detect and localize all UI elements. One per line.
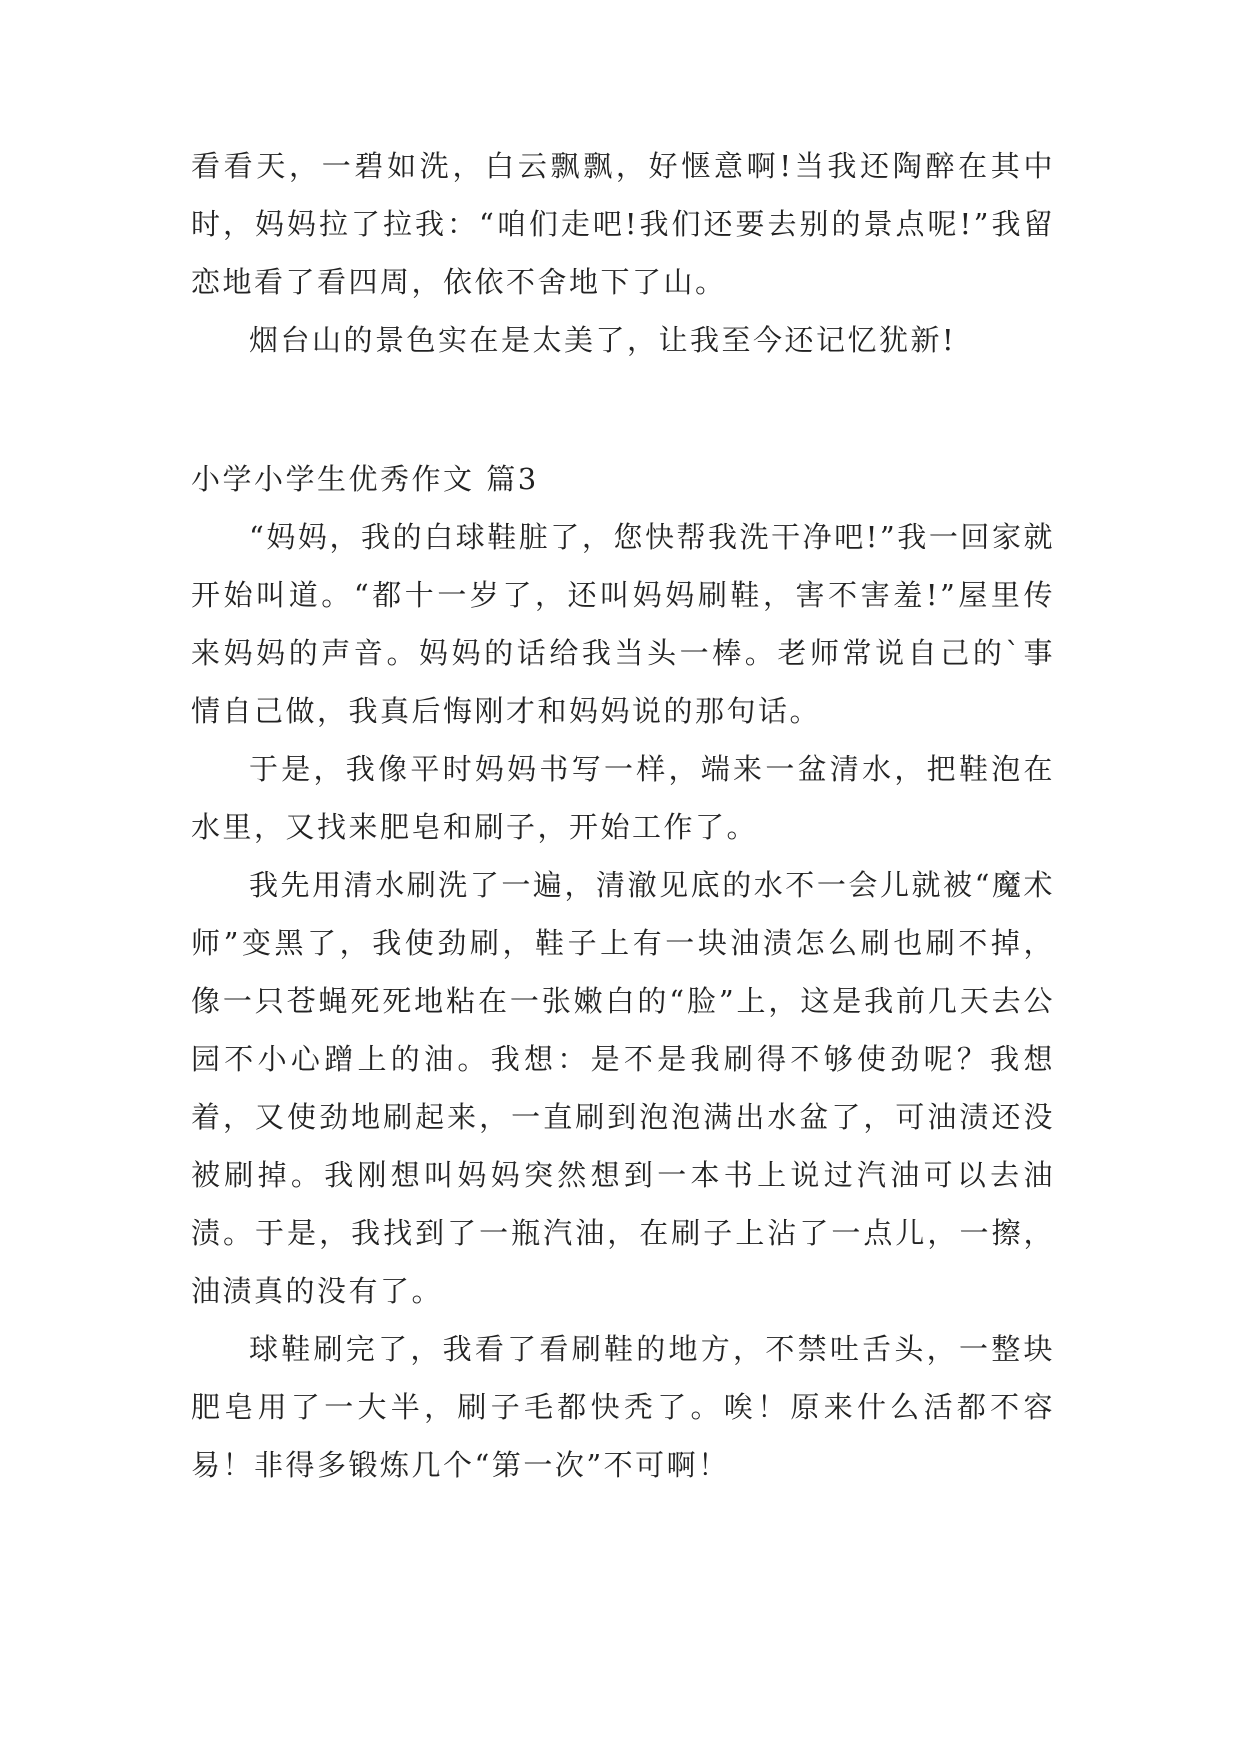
essay-heading: 小学小学生优秀作文 篇3 [191,462,539,496]
section-b-text [191,508,1055,1494]
paragraph-1: “妈妈，我的白球鞋脏了，您快帮我洗干净吧!”我一回家就开始叫道。“都十一岁了，还叫妈妈刷鞋，害不害羞!”屋里传来妈妈的声音。妈妈的话给我当头一棒。老师常说自己的`事情自己做，我真后悔刚才和妈妈说的那句话。 [191,520,1055,728]
paragraph-conclusion: 烟台山的景色实在是太美了，让我至今还记忆犹新! [249,323,957,357]
paragraph-continued: 看看天，一碧如洗，白云飘飘，好惬意啊!当我还陶醉在其中时，妈妈拉了拉我：“咱们走吧!我们还要去别的景点呢!”我留恋地看了看四周，依依不舍地下了山。 [191,149,1055,299]
paragraph-3: 我先用清水刷洗了一遍，清澈见底的水不一会儿就被“魔术师”变黑了，我使劲刷，鞋子上有一块油渍怎么刷也刷不掉，像一只苍蝇死死地粘在一张嫩白的“脸”上，这是我前几天去公园不小心蹭上的油。我想：是不是我刷得不够使劲呢？我想着，又使劲地刷起来，一直刷到泡泡满出水盆了，可油渍还没被刷掉。我刚想叫妈妈突然想到一本书上说过汽油可以去油渍。于是，我找到了一瓶汽油，在刷子上沾了一点儿，一擦，油渍真的没有了。 [191,868,1055,1308]
section-a-text [191,137,1055,369]
paragraph-2: 于是，我像平时妈妈书写一样，端来一盆清水，把鞋泡在水里，又找来肥皂和刷子，开始工作了。 [191,752,1055,844]
paragraph-4: 球鞋刷完了，我看了看刷鞋的地方，不禁吐舌头，一整块肥皂用了一大半，刷子毛都快秃了。唉！原来什么活都不容易！非得多锻炼几个“第一次”不可啊！ [191,1332,1055,1482]
